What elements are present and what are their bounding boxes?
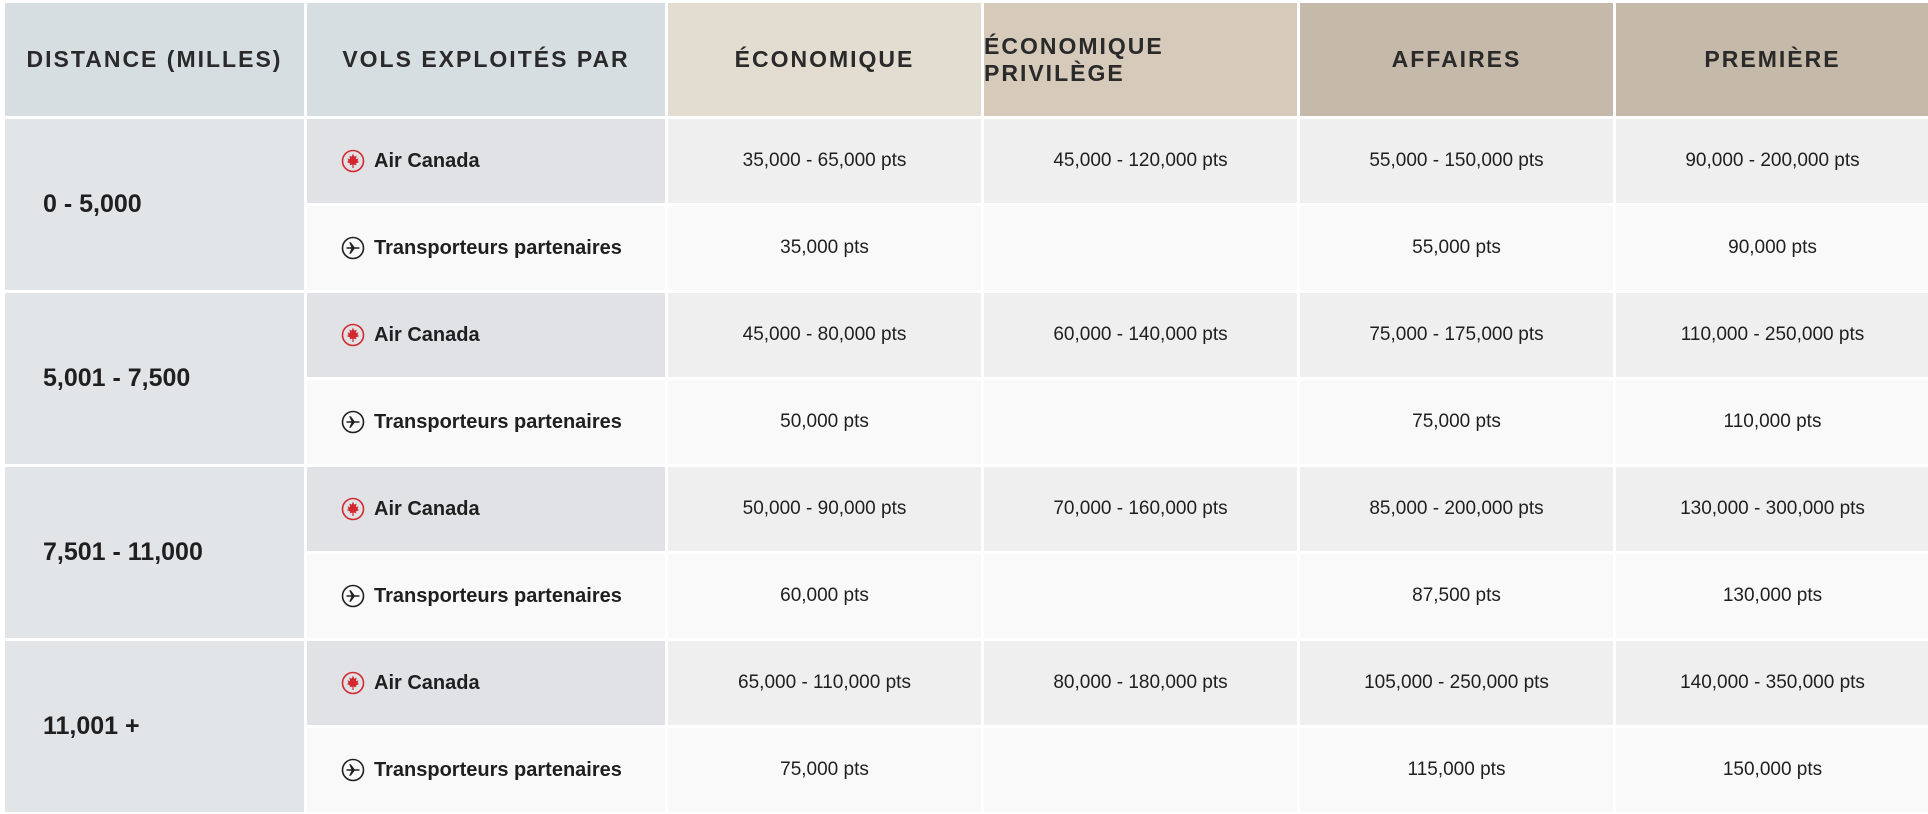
header-economy: ÉCONOMIQUE	[668, 3, 981, 116]
distance-band: 5,001 - 7,500	[5, 293, 304, 464]
price-first: 110,000 pts	[1616, 380, 1928, 464]
price-premium-economy	[984, 554, 1297, 638]
maple-leaf-icon	[341, 671, 365, 695]
price-economy: 75,000 pts	[668, 728, 981, 812]
price-first: 90,000 - 200,000 pts	[1616, 119, 1928, 203]
operator-label: Transporteurs partenaires	[374, 236, 622, 259]
airplane-circle-icon	[341, 236, 365, 260]
price-economy: 45,000 - 80,000 pts	[668, 293, 981, 377]
operator-label: Air Canada	[374, 671, 480, 694]
operator-partners	[307, 554, 665, 638]
header-premium-economy: ÉCONOMIQUE PRIVILÈGE	[984, 3, 1297, 116]
header-first: PREMIÈRE	[1616, 3, 1928, 116]
header-operated-by: VOLS EXPLOITÉS PAR	[307, 3, 665, 116]
price-business: 115,000 pts	[1300, 728, 1613, 812]
header-business: AFFAIRES	[1300, 3, 1613, 116]
operator-label: Transporteurs partenaires	[374, 758, 622, 781]
operator-label: Air Canada	[374, 323, 480, 346]
price-first: 140,000 - 350,000 pts	[1616, 641, 1928, 725]
operator-partners	[307, 380, 665, 464]
price-premium-economy: 80,000 - 180,000 pts	[984, 641, 1297, 725]
price-economy: 35,000 pts	[668, 206, 981, 290]
price-business: 55,000 pts	[1300, 206, 1613, 290]
operator-label: Transporteurs partenaires	[374, 410, 622, 433]
price-premium-economy	[984, 206, 1297, 290]
operator-air-canada	[307, 119, 665, 203]
price-economy: 65,000 - 110,000 pts	[668, 641, 981, 725]
price-business: 105,000 - 250,000 pts	[1300, 641, 1613, 725]
operator-air-canada	[307, 293, 665, 377]
operator-label: Air Canada	[374, 497, 480, 520]
airplane-circle-icon	[341, 584, 365, 608]
price-premium-economy: 60,000 - 140,000 pts	[984, 293, 1297, 377]
maple-leaf-icon	[341, 497, 365, 521]
price-first: 110,000 - 250,000 pts	[1616, 293, 1928, 377]
price-business: 55,000 - 150,000 pts	[1300, 119, 1613, 203]
airplane-circle-icon	[341, 410, 365, 434]
price-first: 130,000 pts	[1616, 554, 1928, 638]
award-chart-table	[5, 3, 1928, 812]
price-business: 75,000 pts	[1300, 380, 1613, 464]
operator-air-canada	[307, 641, 665, 725]
price-economy: 60,000 pts	[668, 554, 981, 638]
price-premium-economy: 45,000 - 120,000 pts	[984, 119, 1297, 203]
header-distance: DISTANCE (MILLES)	[5, 3, 304, 116]
maple-leaf-icon	[341, 323, 365, 347]
operator-label: Air Canada	[374, 149, 480, 172]
price-premium-economy: 70,000 - 160,000 pts	[984, 467, 1297, 551]
operator-partners	[307, 728, 665, 812]
price-premium-economy	[984, 728, 1297, 812]
maple-leaf-icon	[341, 149, 365, 173]
price-first: 130,000 - 300,000 pts	[1616, 467, 1928, 551]
distance-band: 11,001 +	[5, 641, 304, 812]
operator-partners	[307, 206, 665, 290]
price-premium-economy	[984, 380, 1297, 464]
price-first: 90,000 pts	[1616, 206, 1928, 290]
price-economy: 35,000 - 65,000 pts	[668, 119, 981, 203]
operator-air-canada	[307, 467, 665, 551]
price-first: 150,000 pts	[1616, 728, 1928, 812]
price-business: 87,500 pts	[1300, 554, 1613, 638]
price-economy: 50,000 pts	[668, 380, 981, 464]
operator-label: Transporteurs partenaires	[374, 584, 622, 607]
distance-band: 0 - 5,000	[5, 119, 304, 290]
airplane-circle-icon	[341, 758, 365, 782]
price-business: 75,000 - 175,000 pts	[1300, 293, 1613, 377]
price-economy: 50,000 - 90,000 pts	[668, 467, 981, 551]
price-business: 85,000 - 200,000 pts	[1300, 467, 1613, 551]
distance-band: 7,501 - 11,000	[5, 467, 304, 638]
